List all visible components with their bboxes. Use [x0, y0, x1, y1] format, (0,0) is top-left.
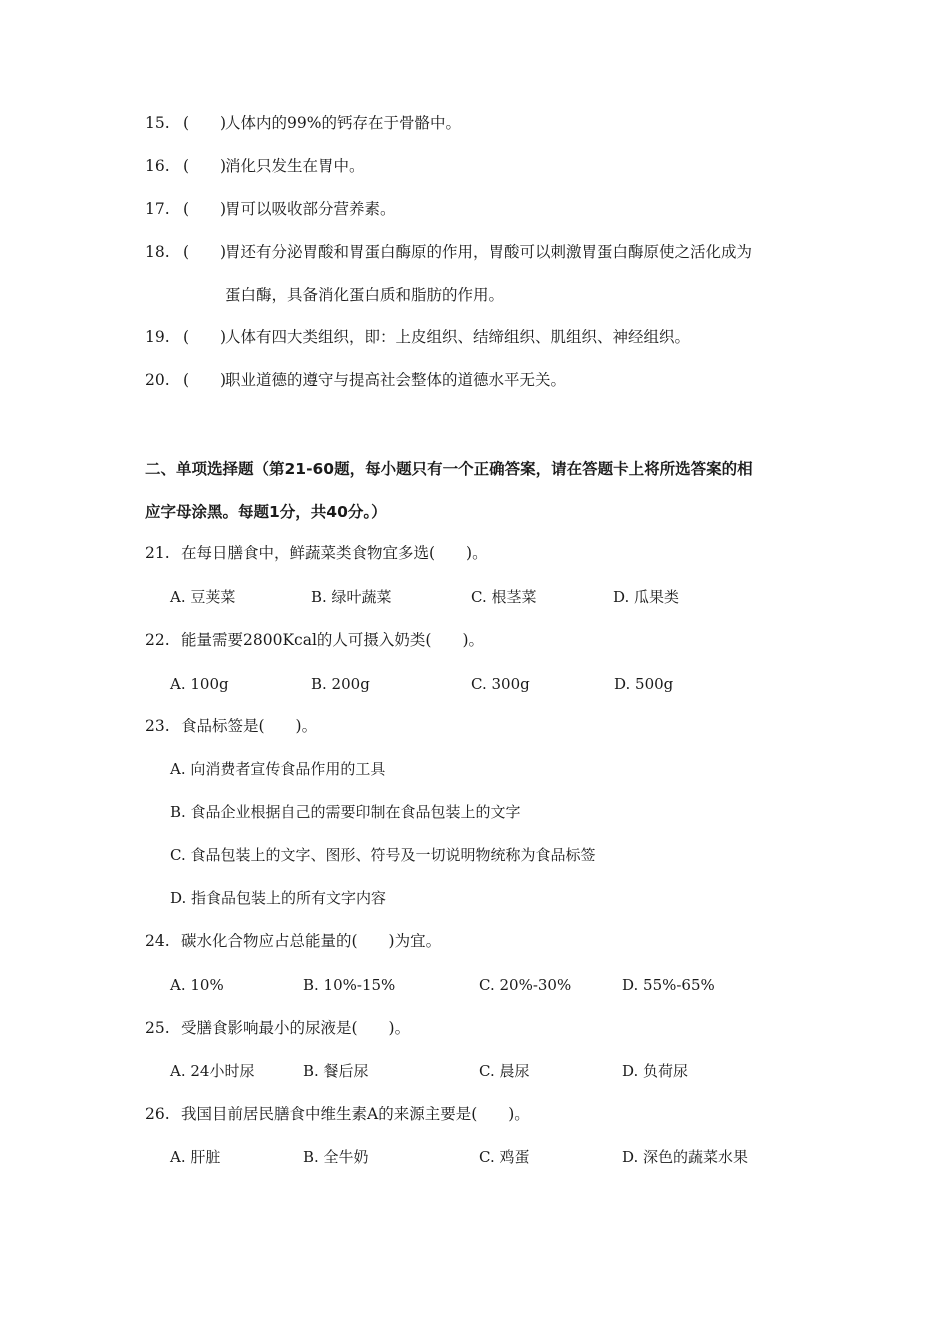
option-a: A. 24小时尿: [170, 1062, 255, 1080]
item-text: 消化只发生在胃中。: [225, 157, 365, 175]
question-25: [145, 1018, 410, 1038]
item-number: 18.: [145, 243, 170, 261]
question-text: 能量需要2800Kcal的人可摄入奶类( )。: [181, 631, 485, 649]
item-text: 胃可以吸收部分营养素。: [225, 200, 396, 218]
option-a: A. 肝脏: [170, 1148, 221, 1166]
item-number: 15.: [145, 114, 170, 132]
answer-blank: ( ): [183, 371, 227, 389]
tf-item-18: [145, 242, 752, 262]
question-24: [145, 931, 441, 951]
tf-item-16: [145, 156, 365, 176]
question-text: 在每日膳食中，鲜蔬菜类食物宜多选( )。: [181, 544, 488, 562]
item-number: 17.: [145, 200, 170, 218]
question-number: 26.: [145, 1105, 170, 1123]
option-a: A. 10%: [170, 976, 224, 994]
question-text: 食品标签是( )。: [181, 717, 318, 735]
question-number: 22.: [145, 631, 170, 649]
question-number: 21.: [145, 544, 170, 562]
option-d: D. 负荷尿: [622, 1062, 689, 1080]
item-text: 胃还有分泌胃酸和胃蛋白酶原的作用，胃酸可以刺激胃蛋白酶原使之活化成为: [225, 243, 753, 261]
option-a: A. 100g: [170, 675, 229, 693]
option-d: D. 深色的蔬菜水果: [622, 1148, 749, 1166]
question-23: [145, 716, 317, 736]
item-text: 人体内的99%的钙存在于骨骼中。: [225, 114, 461, 132]
question-text: 受膳食影响最小的尿液是( )。: [181, 1019, 411, 1037]
question-21: [145, 543, 488, 563]
question-26: [145, 1104, 530, 1124]
question-number: 23.: [145, 717, 170, 735]
option-b: B. 食品企业根据自己的需要印制在食品包装上的文字: [170, 803, 521, 821]
tf-item-18-continuation: 蛋白酶，具备消化蛋白质和脂肪的作用。: [225, 286, 505, 304]
option-d: D. 55%-65%: [622, 976, 715, 994]
option-d: D. 500g: [614, 675, 674, 693]
item-number: 19.: [145, 328, 170, 346]
question-22: [145, 630, 484, 650]
tf-item-19: [145, 327, 690, 347]
option-b: B. 200g: [311, 675, 370, 693]
tf-item-15: [145, 113, 461, 133]
item-number: 16.: [145, 157, 170, 175]
option-c: C. 鸡蛋: [479, 1148, 530, 1166]
option-b: B. 10%-15%: [303, 976, 396, 994]
question-number: 25.: [145, 1019, 170, 1037]
answer-blank: ( ): [183, 243, 227, 261]
answer-blank: ( ): [183, 328, 227, 346]
answer-blank: ( ): [183, 157, 227, 175]
answer-blank: ( ): [183, 200, 227, 218]
option-b: B. 全牛奶: [303, 1148, 369, 1166]
option-d: D. 瓜果类: [613, 588, 680, 606]
option-a: A. 向消费者宣传食品作用的工具: [170, 760, 386, 778]
option-a: A. 豆荚菜: [170, 588, 236, 606]
option-c: C. 根茎菜: [471, 588, 537, 606]
option-c: C. 食品包装上的文字、图形、符号及一切说明物统称为食品标签: [170, 846, 596, 864]
item-number: 20.: [145, 371, 170, 389]
option-b: B. 餐后尿: [303, 1062, 369, 1080]
item-text: 职业道德的遵守与提高社会整体的道德水平无关。: [225, 371, 567, 389]
option-d: D. 指食品包装上的所有文字内容: [170, 889, 387, 907]
answer-blank: ( ): [183, 114, 227, 132]
item-text: 人体有四大类组织，即：上皮组织、结缔组织、肌组织、神经组织。: [225, 328, 691, 346]
option-c: C. 20%-30%: [479, 976, 572, 994]
question-text: 碳水化合物应占总能量的( )为宜。: [181, 932, 442, 950]
section-heading-line1: 二、单项选择题（第21-60题，每小题只有一个正确答案，请在答题卡上将所选答案的相: [145, 460, 753, 478]
tf-item-17: [145, 199, 396, 219]
option-c: C. 300g: [471, 675, 530, 693]
option-b: B. 绿叶蔬菜: [311, 588, 392, 606]
section-heading-line2: 应字母涂黑。每题1分，共40分。）: [145, 503, 387, 521]
question-text: 我国目前居民膳食中维生素A的来源主要是( )。: [181, 1105, 530, 1123]
question-number: 24.: [145, 932, 170, 950]
option-c: C. 晨尿: [479, 1062, 530, 1080]
tf-item-20: [145, 370, 566, 390]
